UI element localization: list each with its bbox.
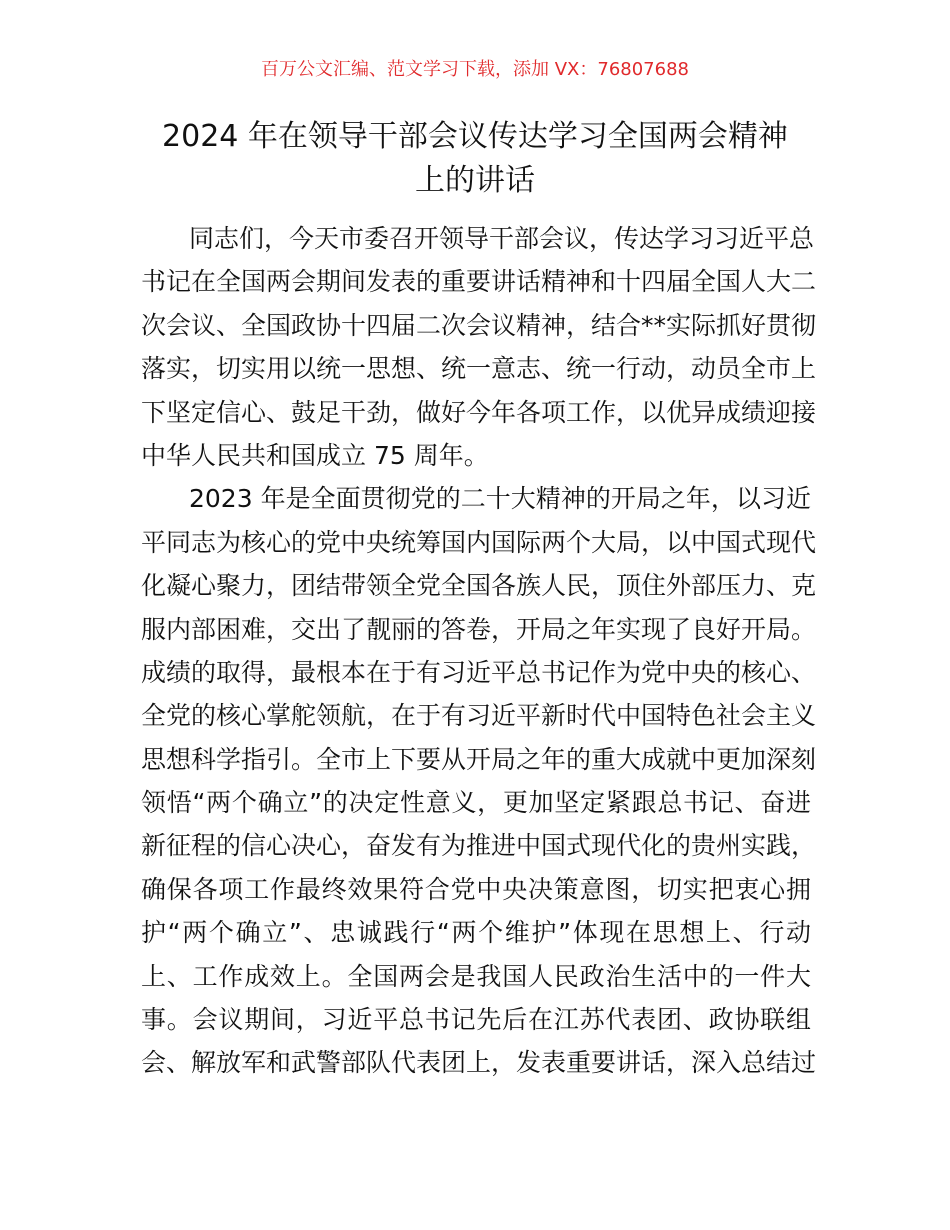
document-title bbox=[130, 115, 820, 203]
paragraph-line: 落实，切实用以统一思想、统一意志、统一行动，动员全市上 bbox=[141, 354, 817, 384]
paragraph-line: 化凝心聚力，团结带领全党全国各族人民，顶住外部压力、克 bbox=[141, 571, 817, 601]
paragraph-line: 思想科学指引。全市上下要从开局之年的重大成就中更加深刻 bbox=[141, 744, 817, 774]
paragraph-line: 护“两个确立”、忠诚践行“两个维护”体现在思想上、行动 bbox=[141, 918, 811, 948]
paragraph-line: 新征程的信心决心，奋发有为推进中国式现代化的贵州实践， bbox=[141, 831, 817, 861]
paragraph-line: 确保各项工作最终效果符合党中央决策意图，切实把衷心拥 bbox=[141, 874, 811, 904]
paragraph-line: 下坚定信心、鼓足干劲，做好今年各项工作，以优异成绩迎接 bbox=[141, 397, 817, 427]
paragraph-line: 领悟“两个确立”的决定性意义，更加坚定紧跟总书记、奋进 bbox=[141, 788, 811, 818]
paragraph-line: 事。会议期间，习近平总书记先后在江苏代表团、政协联组 bbox=[141, 1005, 811, 1035]
paragraph-line: 书记在全国两会期间发表的重要讲话精神和十四届全国人大二 bbox=[141, 267, 817, 297]
paragraph-line: 会、解放军和武警部队代表团上，发表重要讲话，深入总结过 bbox=[141, 1048, 817, 1078]
paragraph-line: 平同志为核心的党中央统筹国内国际两个大局，以中国式现代 bbox=[141, 527, 817, 557]
watermark-header: 百万公文汇编、范文学习下载，添加 VX：76807688 bbox=[261, 59, 689, 80]
title-line: 上的讲话 bbox=[415, 163, 535, 198]
paragraph-line: 服内部困难，交出了靓丽的答卷，开局之年实现了良好开局。 bbox=[141, 614, 817, 644]
title-line: 2024 年在领导干部会议传达学习全国两会精神 bbox=[162, 119, 788, 154]
paragraph-line: 中华人民共和国成立 75 周年。 bbox=[141, 440, 489, 470]
paragraph-line: 同志们，今天市委召开领导干部会议，传达学习习近平总 bbox=[189, 224, 815, 253]
paragraph-line: 上、工作成效上。全国两会是我国人民政治生活中的一件大 bbox=[141, 961, 811, 991]
paragraph-line: 次会议、全国政协十四届二次会议精神，结合**实际抓好贯彻 bbox=[141, 310, 817, 340]
paragraph-line: 2023 年是全面贯彻党的二十大精神的开局之年，以习近 bbox=[189, 484, 811, 514]
paragraph-line: 全党的核心掌舵领航，在于有习近平新时代中国特色社会主义 bbox=[141, 701, 817, 731]
document-body bbox=[141, 217, 817, 1085]
paragraph bbox=[141, 477, 817, 1084]
paragraph-line: 成绩的取得，最根本在于有习近平总书记作为党中央的核心、 bbox=[141, 657, 817, 687]
paragraph bbox=[141, 217, 817, 477]
